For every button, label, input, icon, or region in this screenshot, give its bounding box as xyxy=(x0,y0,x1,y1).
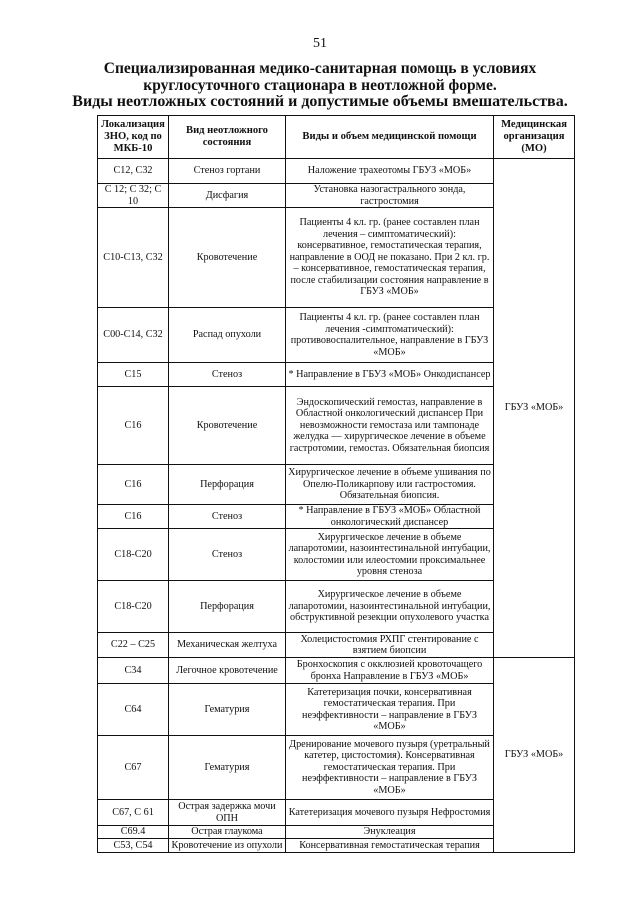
cell-code: C12, C32 xyxy=(98,159,169,184)
cell-care: Катетеризация мочевого пузыря Нефростомия xyxy=(286,800,494,826)
cell-condition: Кровотечение xyxy=(169,387,286,465)
cell-code: C10-C13, C32 xyxy=(98,208,169,308)
cell-code: C34 xyxy=(98,658,169,684)
cell-condition: Кровотечение xyxy=(169,208,286,308)
cell-code: C18-C20 xyxy=(98,581,169,633)
cell-care: Установка назогастрального зонда, гастростомия xyxy=(286,184,494,208)
cell-organization-group-1: ГБУЗ «МОБ» xyxy=(494,159,575,658)
cell-condition: Перфорация xyxy=(169,581,286,633)
cell-care: * Направление в ГБУЗ «МОБ» Областной онкологический диспансер xyxy=(286,505,494,529)
cell-code: C67, C 61 xyxy=(98,800,169,826)
cell-care: Хирургическое лечение в объеме лапаротомии, назоинтестинальной интубации, обструктивной резекции опухолевого участка xyxy=(286,581,494,633)
table-header-row xyxy=(98,116,575,159)
cell-condition: Распад опухоли xyxy=(169,308,286,363)
cell-care: Эндоскопический гемостаз, направление в Областной онкологический диспансер При невозможности гемостаза или тампонаде желудка — хирургическое лечение в объеме гастротомии, гемостаз. Обязательная биопсия xyxy=(286,387,494,465)
cell-care: Хирургическое лечение в объеме лапаротомии, назоинтестинальной интубации, колостомии или илеостомии проксимальнее уровня стеноза xyxy=(286,529,494,581)
cell-care: Катетеризация почки, консервативная гемостатическая терапия. При неэффективности – направление в ГБУЗ «МОБ» xyxy=(286,684,494,736)
cell-code: C16 xyxy=(98,505,169,529)
cell-care: * Направление в ГБУЗ «МОБ» Онкодиспансер xyxy=(286,363,494,387)
cell-code: C67 xyxy=(98,736,169,800)
cell-condition: Стеноз xyxy=(169,505,286,529)
header-care: Виды и объем медицинской помощи xyxy=(286,116,494,159)
cell-code: C16 xyxy=(98,465,169,505)
cell-code: C64 xyxy=(98,684,169,736)
cell-care: Консервативная гемостатическая терапия xyxy=(286,839,494,853)
cell-care: Пациенты 4 кл. гр. (ранее составлен план лечения -симптоматический): противовоспалительное, направление в ГБУЗ «МОБ» xyxy=(286,308,494,363)
cell-condition: Гематурия xyxy=(169,736,286,800)
cell-condition: Острая глаукома xyxy=(169,826,286,839)
cell-care: Дренирование мочевого пузыря (уретральный катетер, цистостомия). Консервативная гемостатическая терапия. При неэффективности – направление в ГБУЗ «МОБ» xyxy=(286,736,494,800)
cell-condition: Стеноз xyxy=(169,529,286,581)
cell-condition: Стеноз гортани xyxy=(169,159,286,184)
cell-code: C 12; C 32; C 10 xyxy=(98,184,169,208)
cell-condition: Перфорация xyxy=(169,465,286,505)
header-localization: Локализация ЗНО, код по МКБ-10 xyxy=(98,116,169,159)
cell-code: C18-C20 xyxy=(98,529,169,581)
cell-condition: Гематурия xyxy=(169,684,286,736)
cell-condition: Кровотечение из опухоли xyxy=(169,839,286,853)
table-row xyxy=(98,658,575,684)
page-number: 51 xyxy=(313,36,327,51)
cell-code: C00-C14, C32 xyxy=(98,308,169,363)
cell-condition: Дисфагия xyxy=(169,184,286,208)
cell-care: Бронхоскопия с окклюзией кровоточащего бронха Направление в ГБУЗ «МОБ» xyxy=(286,658,494,684)
cell-code: C53, C54 xyxy=(98,839,169,853)
page-title-line-2: круглосуточного стационара в неотложной форме. xyxy=(143,77,497,94)
cell-organization-group-2: ГБУЗ «МОБ» xyxy=(494,658,575,853)
page-title-line-1: Специализированная медико-санитарная помощь в условиях xyxy=(103,60,537,77)
cell-code: C69.4 xyxy=(98,826,169,839)
cell-care: Энуклеация xyxy=(286,826,494,839)
cell-care: Хирургическое лечение в объеме ушивания по Опелю-Поликарпову или гастростомия. Обязательная биопсия. xyxy=(286,465,494,505)
cell-condition: Острая задержка мочи ОПН xyxy=(169,800,286,826)
cell-code: C16 xyxy=(98,387,169,465)
header-condition: Вид неотложного состояния xyxy=(169,116,286,159)
header-organization: Медицинская организация (МО) xyxy=(494,116,575,159)
cell-condition: Стеноз xyxy=(169,363,286,387)
cell-care: Холецистостомия РХПГ стентирование с взятием биопсии xyxy=(286,633,494,658)
care-table xyxy=(97,115,575,853)
cell-care: Наложение трахеотомы ГБУЗ «МОБ» xyxy=(286,159,494,184)
table-row xyxy=(98,159,575,184)
cell-code: C15 xyxy=(98,363,169,387)
page-subtitle: Виды неотложных состояний и допустимые объемы вмешательства. xyxy=(72,93,568,110)
cell-condition: Механическая желтуха xyxy=(169,633,286,658)
cell-code: C22 – C25 xyxy=(98,633,169,658)
cell-care: Пациенты 4 кл. гр. (ранее составлен план лечения – симптоматический): консервативное, гемостатическая терапия, направление в ООД не показано. При 2 кл. гр. – консервативное, гемостатическая терапия, после стабилизации состояния направление в ГБУЗ «МОБ» xyxy=(286,208,494,308)
cell-condition: Легочное кровотечение xyxy=(169,658,286,684)
